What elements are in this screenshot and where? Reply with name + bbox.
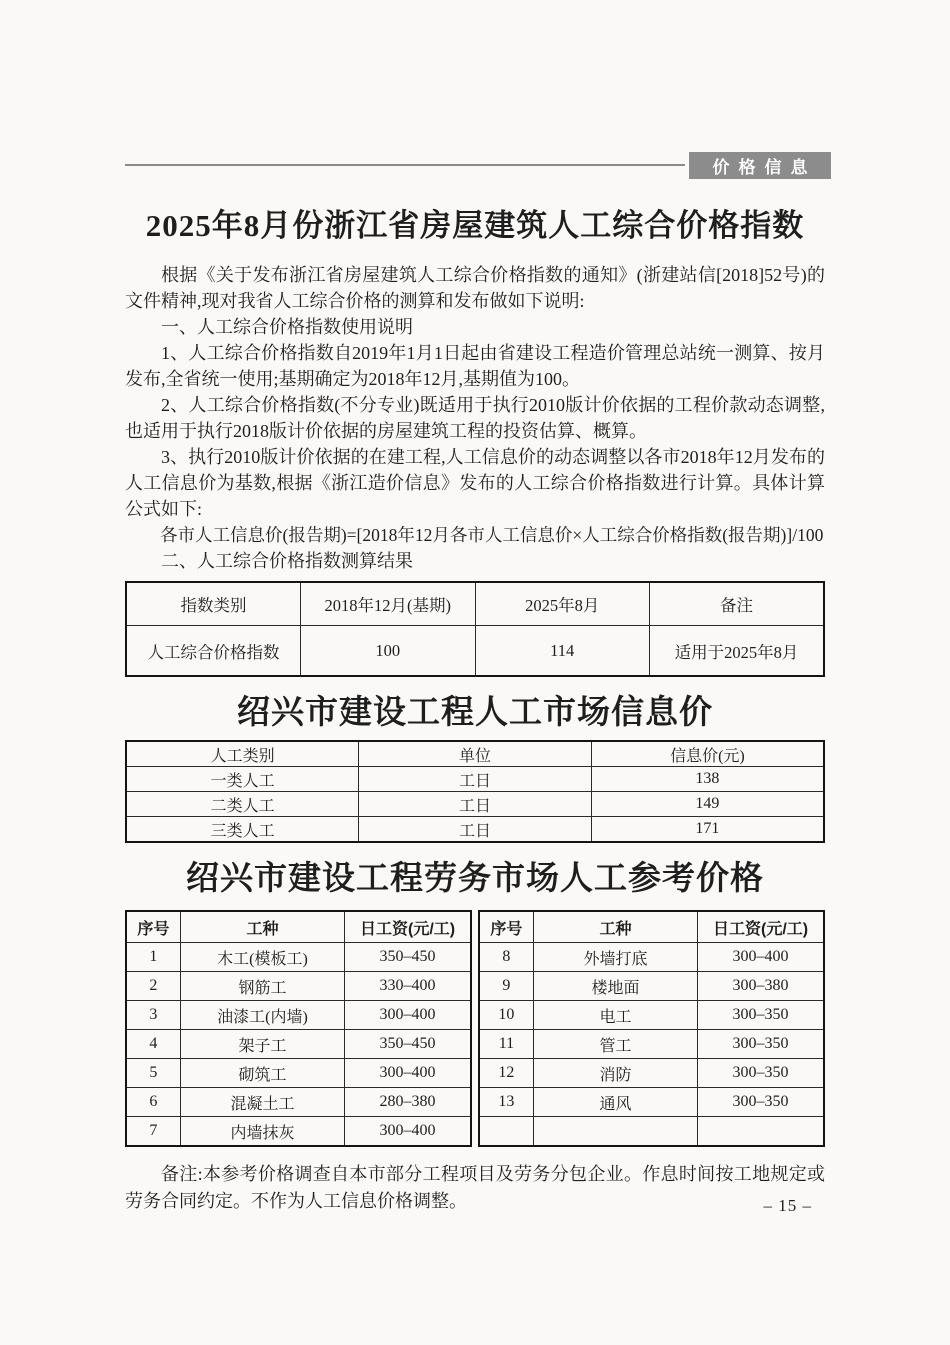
column-header: 2018年12月(基期) <box>301 582 476 626</box>
table-row <box>479 1059 824 1088</box>
column-header: 日工资(元/工) <box>698 911 824 943</box>
table-cell <box>479 1117 533 1147</box>
table-row <box>126 943 471 972</box>
column-header: 工种 <box>533 911 697 943</box>
table-cell: 138 <box>591 767 824 792</box>
table-cell: 适用于2025年8月 <box>650 626 825 677</box>
formula-line: 各市人工信息价(报告期)=[2018年12月各市人工信息价×人工综合价格指数(报告期)]/100 <box>160 525 824 545</box>
section-heading-usage: 一、人工综合价格指数使用说明 <box>161 317 413 337</box>
column-header: 人工类别 <box>126 741 359 767</box>
table-cell: 混凝土工 <box>180 1088 344 1117</box>
table-row <box>126 817 824 843</box>
article-body <box>125 262 825 574</box>
table-row <box>126 1059 471 1088</box>
table-cell: 油漆工(内墙) <box>180 1001 344 1030</box>
table-cell: 300–350 <box>698 1030 824 1059</box>
table-cell: 内墙抹灰 <box>180 1117 344 1147</box>
column-header: 单位 <box>359 741 592 767</box>
table-row <box>479 972 824 1001</box>
table-row <box>479 1030 824 1059</box>
table-cell: 330–400 <box>345 972 471 1001</box>
table-cell: 114 <box>475 626 650 677</box>
table-header-row <box>479 911 824 943</box>
table-cell: 7 <box>126 1117 180 1147</box>
table-cell: 300–400 <box>345 1059 471 1088</box>
table-cell <box>533 1117 697 1147</box>
table-header-row <box>126 741 824 767</box>
market-table-title: 绍兴市建设工程人工市场信息价 <box>237 695 713 731</box>
table-cell: 2 <box>126 972 180 1001</box>
table-cell: 3 <box>126 1001 180 1030</box>
paragraph-item-3: 3、执行2010版计价依据的在建工程,人工信息价的动态调整以各市2018年12月发布的人工信息价为基数,根据《浙江造价信息》发布的人工综合价格指数进行计算。具体计算公式如下: <box>125 447 825 519</box>
index-table <box>125 581 825 677</box>
paragraph-intro: 根据《关于发布浙江省房屋建筑人工综合价格指数的通知》(浙建站信[2018]52号)的文件精神,现对我省人工综合价格的测算和发布做如下说明: <box>125 265 825 311</box>
paragraph-item-2: 2、人工综合价格指数(不分专业)既适用于执行2010版计价依据的工程价款动态调整,也适用于执行2018版计价依据的房屋建筑工程的投资估算、概算。 <box>125 395 825 441</box>
table-row <box>126 1088 471 1117</box>
column-header: 备注 <box>650 582 825 626</box>
labor-reference-tables <box>125 910 825 1147</box>
table-header-row <box>126 911 471 943</box>
table-cell: 13 <box>479 1088 533 1117</box>
table-cell: 楼地面 <box>533 972 697 1001</box>
header-rule <box>125 164 685 166</box>
table-row <box>126 792 824 817</box>
table-cell: 工日 <box>359 792 592 817</box>
table-cell: 二类人工 <box>126 792 359 817</box>
labor-reference-title: 绍兴市建设工程劳务市场人工参考价格 <box>186 861 764 897</box>
table-cell: 砌筑工 <box>180 1059 344 1088</box>
table-row <box>126 767 824 792</box>
table-cell <box>698 1117 824 1147</box>
table-cell: 300–380 <box>698 972 824 1001</box>
paragraph-item-1: 1、人工综合价格指数自2019年1月1日起由省建设工程造价管理总站统一测算、按月发布,全省统一使用;基期确定为2018年12月,基期值为100。 <box>125 343 825 389</box>
column-header: 2025年8月 <box>475 582 650 626</box>
table-cell: 350–450 <box>345 1030 471 1059</box>
table-cell: 人工综合价格指数 <box>126 626 301 677</box>
footnote: 备注:本参考价格调查自本市部分工程项目及劳务分包企业。作息时间按工地规定或劳务合同约定。不作为人工信息价格调整。 <box>125 1164 825 1211</box>
table-cell: 300–400 <box>345 1001 471 1030</box>
price-info-badge: 价格信息 <box>689 152 831 179</box>
section-heading-results: 二、人工综合价格指数测算结果 <box>161 551 413 571</box>
table-row <box>126 972 471 1001</box>
table-cell: 工日 <box>359 817 592 843</box>
table-cell: 9 <box>479 972 533 1001</box>
table-header-row <box>126 582 824 626</box>
page-number: – 15 – <box>763 1196 812 1215</box>
table-row <box>479 943 824 972</box>
article-title: 2025年8月份浙江省房屋建筑人工综合价格指数 <box>145 208 805 243</box>
table-cell: 149 <box>591 792 824 817</box>
table-cell: 6 <box>126 1088 180 1117</box>
table-cell: 171 <box>591 817 824 843</box>
labor-market-info-table <box>125 740 825 843</box>
table-cell: 5 <box>126 1059 180 1088</box>
table-cell: 一类人工 <box>126 767 359 792</box>
column-header: 指数类别 <box>126 582 301 626</box>
table-cell: 管工 <box>533 1030 697 1059</box>
table-row <box>126 1001 471 1030</box>
column-header: 工种 <box>180 911 344 943</box>
labor-reference-table-left <box>125 910 472 1147</box>
table-cell: 通风 <box>533 1088 697 1117</box>
table-row <box>126 1117 471 1147</box>
table-row <box>479 1117 824 1147</box>
table-cell: 三类人工 <box>126 817 359 843</box>
labor-reference-table-right <box>478 910 825 1147</box>
table-row <box>479 1001 824 1030</box>
table-cell: 300–350 <box>698 1001 824 1030</box>
table-cell: 300–400 <box>698 943 824 972</box>
table-cell: 架子工 <box>180 1030 344 1059</box>
table-cell: 12 <box>479 1059 533 1088</box>
table-cell: 280–380 <box>345 1088 471 1117</box>
table-cell: 电工 <box>533 1001 697 1030</box>
column-header: 信息价(元) <box>591 741 824 767</box>
table-cell: 外墙打底 <box>533 943 697 972</box>
column-header: 序号 <box>126 911 180 943</box>
table-cell: 300–350 <box>698 1059 824 1088</box>
table-row <box>126 1030 471 1059</box>
table-cell: 木工(模板工) <box>180 943 344 972</box>
column-header: 序号 <box>479 911 533 943</box>
table-cell: 300–400 <box>345 1117 471 1147</box>
table-cell: 钢筋工 <box>180 972 344 1001</box>
table-cell: 350–450 <box>345 943 471 972</box>
table-cell: 11 <box>479 1030 533 1059</box>
table-cell: 工日 <box>359 767 592 792</box>
table-cell: 100 <box>301 626 476 677</box>
table-cell: 8 <box>479 943 533 972</box>
table-row <box>126 626 824 677</box>
table-cell: 300–350 <box>698 1088 824 1117</box>
table-cell: 10 <box>479 1001 533 1030</box>
table-cell: 1 <box>126 943 180 972</box>
table-cell: 4 <box>126 1030 180 1059</box>
table-cell: 消防 <box>533 1059 697 1088</box>
table-row <box>479 1088 824 1117</box>
page-header <box>125 152 825 179</box>
column-header: 日工资(元/工) <box>345 911 471 943</box>
